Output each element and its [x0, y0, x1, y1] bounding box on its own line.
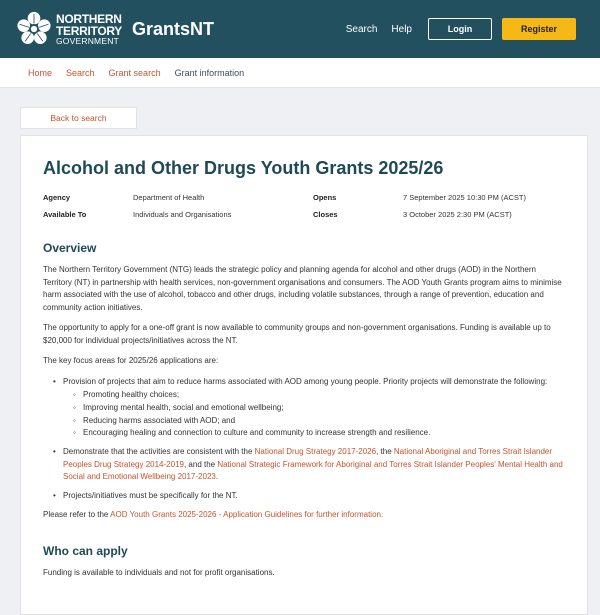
nav-home[interactable]: Home — [28, 67, 53, 78]
page-title: Alcohol and Other Drugs Youth Grants 2025/26 — [43, 158, 444, 178]
atsi-drug-strategy-link[interactable]: National Aboriginal and Torres Strait Islander Peoples Drug Strategy 2014-2019 — [63, 447, 553, 469]
agency-value: Department of Health — [133, 193, 205, 202]
agency-label: Agency — [43, 193, 71, 202]
focus-areas-list — [53, 376, 565, 503]
available-to-value: Individuals and Organisations — [133, 210, 232, 219]
nav-grant-information: Grant information — [174, 67, 245, 78]
focus-area-2-sep-1: , the — [376, 447, 394, 457]
register-button[interactable]: Register — [502, 18, 576, 40]
overview-paragraph-2: The opportunity to apply for a one-off grant is now available to community groups and non-government organisations. Funding is available up to $20,000 for individual projects/initiatives across the NT. — [43, 323, 551, 345]
list-item — [53, 376, 565, 441]
nav-grant-search[interactable]: Grant search — [108, 67, 161, 78]
logo-text — [56, 13, 122, 46]
site-header — [0, 0, 600, 58]
guidelines-paragraph — [43, 509, 565, 522]
overview-paragraph-1: The Northern Territory Government (NTG) leads the strategic policy and planning agenda for alcohol and other drugs (AOD) in the Northern Territory (NT) in partnership with health services, non-government organisations and consumers. The AOD Youth Grants program aims to minimise harm associated with the use of alcohol, tobacco and other drugs, including volatile substances, through a range of prevention, education and community action initiatives. — [43, 265, 562, 312]
header-help-link[interactable]: Help — [391, 23, 412, 35]
overview-heading: Overview — [43, 241, 97, 255]
focus-area-2-sep-2: , and the — [183, 459, 218, 469]
login-button[interactable]: Login — [428, 18, 492, 40]
header-search-link[interactable]: Search — [345, 23, 378, 35]
list-item: ◦ Promoting healthy choices; — [73, 389, 565, 402]
opens-label: Opens — [313, 193, 337, 202]
wellbeing-framework-link[interactable]: National Strategic Framework for Aboriginal and Torres Strait Islander Peoples' Mental Health and Social and Emotional Wellbeing 2017-2023 — [63, 459, 563, 482]
nav-search[interactable]: Search — [66, 67, 95, 78]
back-to-search-button[interactable]: Back to search — [20, 107, 137, 129]
focus-area-2-end: . — [215, 472, 219, 482]
grant-meta — [43, 193, 565, 219]
closes-value: 3 October 2025 2:30 PM (ACST) — [403, 210, 512, 219]
focus-area-1-text: Provision of projects that aim to reduce harms associated with AOD among young people. Priority projects will demonstrate the following: — [63, 376, 548, 386]
focus-area-2-text: Demonstrate that the activities are consistent with the — [63, 447, 255, 457]
list-item: ◦ Reducing harms associated with AOD; and — [73, 415, 565, 428]
logo-line-1: NORTHERN — [56, 11, 122, 26]
list-item: ◦ Improving mental health, social and emotional wellbeing; — [73, 402, 565, 415]
breadcrumb-nav — [0, 58, 600, 88]
list-item: • Projects/initiatives must be specifically for the NT. — [53, 490, 565, 503]
header-actions — [332, 18, 576, 40]
closes-label: Closes — [313, 210, 338, 219]
who-can-apply-heading: Who can apply — [43, 543, 128, 558]
list-item — [53, 446, 565, 484]
national-drug-strategy-link[interactable]: National Drug Strategy 2017-2026 — [254, 447, 377, 457]
application-guidelines-link[interactable]: AOD Youth Grants 2025-2026 - Application Guidelines for further information. — [110, 510, 384, 520]
available-to-label: Available To — [43, 210, 87, 219]
logo-line-2: TERRITORY — [56, 23, 122, 38]
logo-line-3: GOVERNMENT — [56, 35, 119, 46]
list-item: ◦ Encouraging healing and connection to culture and community to increase strength and resilience. — [73, 427, 565, 440]
grant-detail-card — [20, 135, 588, 615]
who-can-apply-paragraph: Funding is available to individuals and not for profit organisations. — [43, 567, 275, 577]
desert-rose-logo-icon — [16, 11, 52, 47]
guidelines-intro: Please refer to the — [43, 510, 111, 520]
opens-value: 7 September 2025 10:30 PM (ACST) — [403, 193, 526, 202]
priority-sublist — [73, 389, 565, 440]
nt-government-logo[interactable] — [16, 11, 122, 47]
app-title[interactable]: GrantsNT — [131, 18, 214, 39]
overview-paragraph-3: The key focus areas for 2025/26 applications are: — [43, 356, 219, 365]
